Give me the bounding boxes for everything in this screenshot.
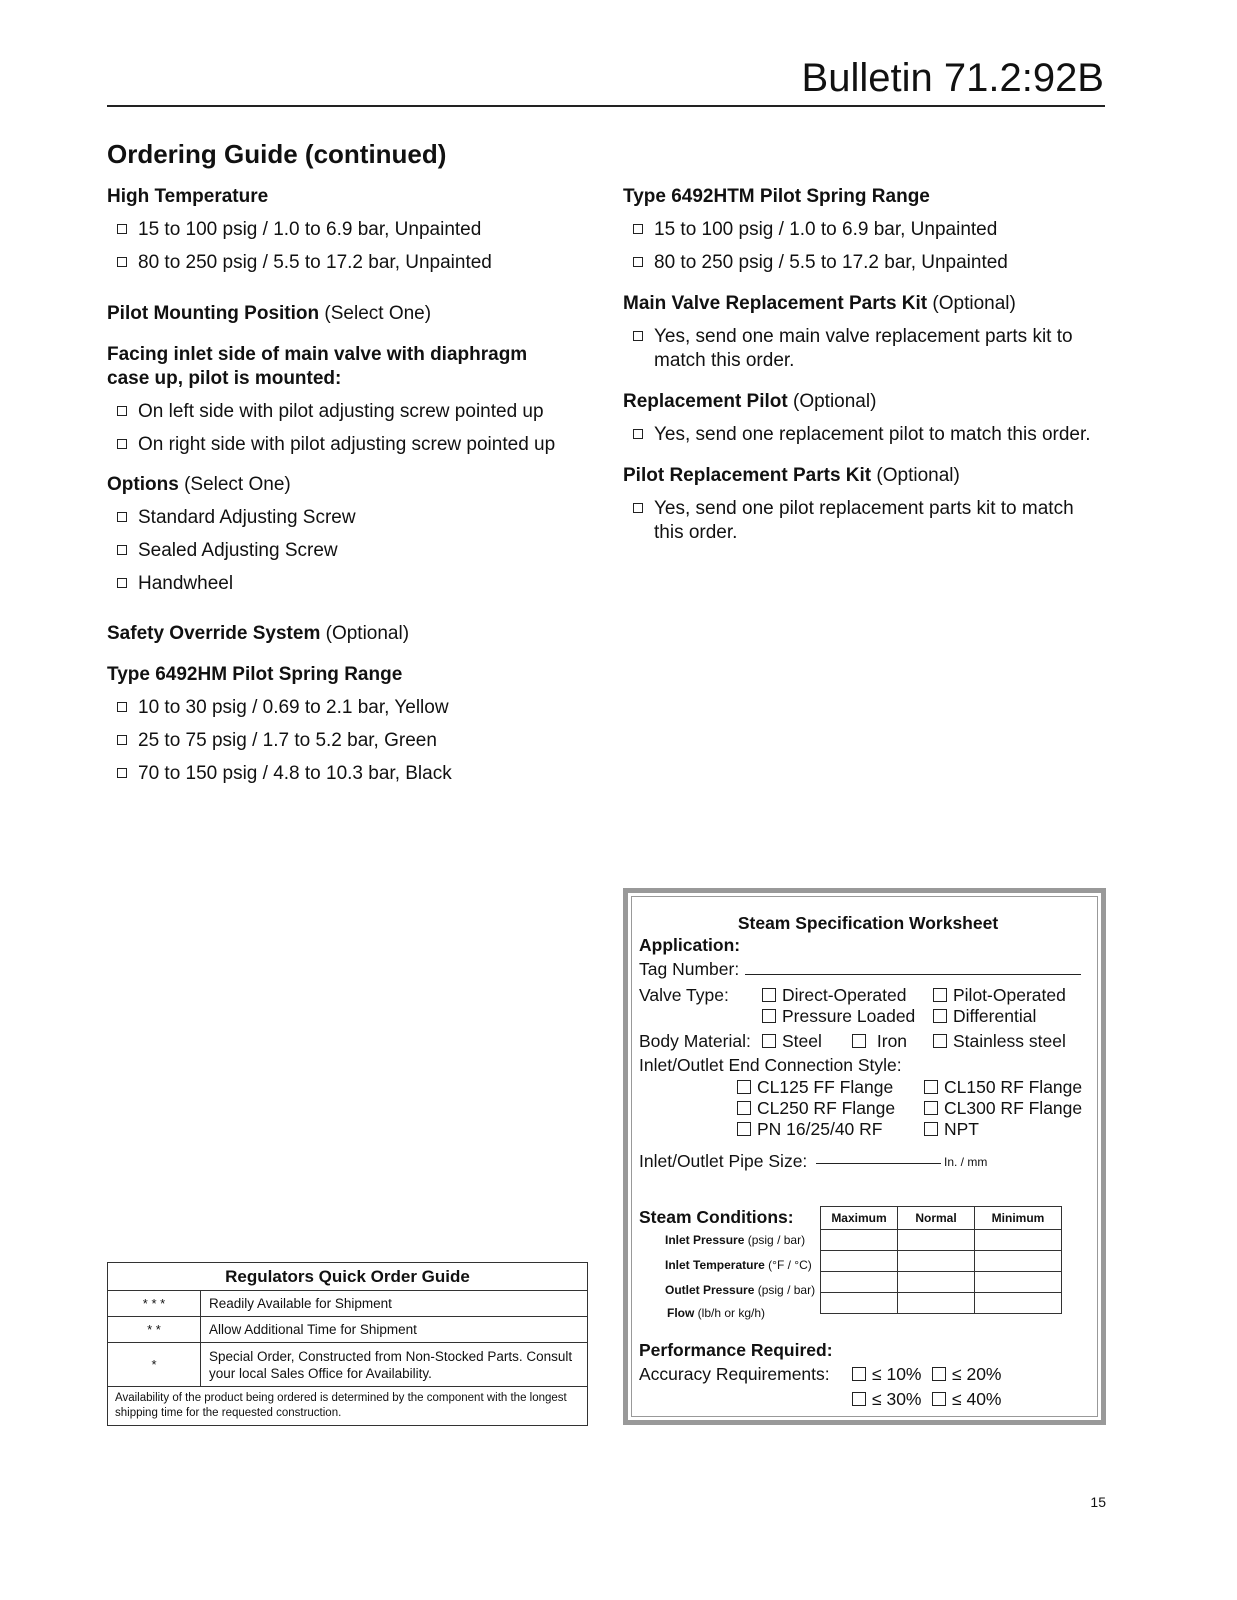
checkbox-option[interactable]: Sealed Adjusting Screw [107, 539, 597, 563]
table-cell[interactable] [975, 1272, 1062, 1293]
table-row [821, 1230, 1062, 1251]
page-number: 15 [1090, 1494, 1106, 1510]
accuracy-option[interactable]: ≤ 10% [852, 1363, 922, 1385]
row-label-inlet-temperature: Inlet Temperature (°F / °C) [665, 1258, 812, 1272]
checkbox-icon[interactable] [933, 988, 947, 1002]
row-label-flow: Flow (lb/h or kg/h) [667, 1306, 766, 1320]
table-cell[interactable] [898, 1251, 975, 1272]
table-row [821, 1293, 1062, 1314]
valve-type-option[interactable]: Direct-Operated [762, 984, 907, 1006]
checkbox-option[interactable]: 15 to 100 psig / 1.0 to 6.9 bar, Unpainted [623, 218, 1113, 242]
replacement-pilot-section [623, 390, 1113, 447]
steam-conditions-table [820, 1206, 1062, 1314]
checkbox-option[interactable]: 15 to 100 psig / 1.0 to 6.9 bar, Unpainted [107, 218, 597, 242]
header-rule [107, 105, 1105, 107]
table-cell[interactable] [821, 1293, 898, 1314]
main-valve-kit-section [623, 292, 1098, 373]
pilot-mounting-section [107, 302, 597, 326]
valve-type-label: Valve Type: [639, 985, 729, 1005]
checkbox-icon[interactable] [932, 1392, 946, 1406]
pipe-size-unit: In. / mm [944, 1155, 988, 1169]
replacement-pilot-heading: Replacement Pilot (Optional) [623, 391, 877, 412]
body-material-option[interactable]: Iron [852, 1030, 907, 1052]
checkbox-icon[interactable] [633, 331, 643, 341]
checkbox-icon[interactable] [924, 1122, 938, 1136]
column-header-maximum: Maximum [821, 1207, 898, 1230]
checkbox-icon[interactable] [924, 1080, 938, 1094]
checkbox-icon[interactable] [933, 1009, 947, 1023]
checkbox-icon[interactable] [762, 1009, 776, 1023]
bulletin-title: Bulletin 71.2:92B [801, 56, 1104, 100]
checkbox-icon[interactable] [762, 988, 776, 1002]
end-connection-option[interactable]: CL125 FF Flange [737, 1076, 893, 1098]
steam-conditions-label: Steam Conditions: [639, 1207, 794, 1227]
safety-override-section [107, 622, 597, 646]
checkbox-icon[interactable] [117, 406, 127, 416]
checkbox-icon[interactable] [852, 1367, 866, 1381]
page-title: Ordering Guide (continued) [107, 139, 447, 169]
checkbox-icon[interactable] [737, 1101, 751, 1115]
checkbox-icon[interactable] [117, 735, 127, 745]
options-section [107, 473, 597, 596]
availability-mark: * [108, 1343, 201, 1386]
accuracy-option[interactable]: ≤ 30% [852, 1388, 922, 1410]
checkbox-option[interactable]: On right side with pilot adjusting screw pointed up [107, 433, 597, 457]
checkbox-icon[interactable] [633, 257, 643, 267]
table-row [821, 1251, 1062, 1272]
valve-type-option[interactable]: Pilot-Operated [933, 984, 1066, 1006]
safety-override-heading: Safety Override System (Optional) [107, 623, 410, 644]
table-cell[interactable] [975, 1293, 1062, 1314]
body-material-option[interactable]: Steel [762, 1030, 822, 1052]
table-cell[interactable] [898, 1272, 975, 1293]
checkbox-icon[interactable] [924, 1101, 938, 1115]
availability-mark: * * [108, 1317, 201, 1342]
checkbox-option[interactable]: 70 to 150 psig / 4.8 to 10.3 bar, Black [107, 762, 597, 786]
type-6492hm-section [107, 663, 597, 786]
checkbox-icon[interactable] [633, 429, 643, 439]
facing-inlet-section [107, 343, 567, 391]
type-6492hm-heading: Type 6492HM Pilot Spring Range [107, 664, 403, 685]
column-header-normal: Normal [898, 1207, 975, 1230]
checkbox-icon[interactable] [762, 1034, 776, 1048]
main-valve-kit-heading: Main Valve Replacement Parts Kit (Optional) [623, 293, 1016, 314]
checkbox-icon[interactable] [117, 224, 127, 234]
quick-order-guide-title: Regulators Quick Order Guide [225, 1267, 470, 1286]
pilot-kit-section [623, 464, 1098, 545]
table-row [821, 1272, 1062, 1293]
checkbox-icon[interactable] [852, 1034, 866, 1048]
checkbox-icon[interactable] [737, 1080, 751, 1094]
checkbox-icon[interactable] [117, 702, 127, 712]
row-label-inlet-pressure: Inlet Pressure (psig / bar) [665, 1233, 806, 1247]
performance-label: Performance Required: [639, 1340, 833, 1360]
checkbox-option[interactable]: Yes, send one replacement pilot to match this order. [623, 423, 1113, 447]
table-cell[interactable] [898, 1293, 975, 1314]
checkbox-icon[interactable] [117, 578, 127, 588]
checkbox-option[interactable]: 80 to 250 psig / 5.5 to 17.2 bar, Unpainted [107, 251, 597, 275]
worksheet-title: Steam Specification Worksheet [737, 913, 999, 933]
table-cell[interactable] [821, 1272, 898, 1293]
table-cell[interactable] [821, 1251, 898, 1272]
checkbox-icon[interactable] [633, 503, 643, 513]
tag-number-field[interactable] [745, 974, 1081, 975]
application-label: Application: [639, 935, 741, 955]
availability-text: Special Order, Constructed from Non-Stocked Parts. Consult your local Sales Office for Availability. [209, 1349, 573, 1381]
accuracy-label: Accuracy Requirements: [639, 1364, 830, 1384]
column-header-minimum: Minimum [975, 1207, 1062, 1230]
end-connection-option[interactable]: CL250 RF Flange [737, 1097, 895, 1119]
type-6492htm-section [623, 185, 1113, 275]
table-cell[interactable] [898, 1230, 975, 1251]
body-material-label: Body Material: [639, 1031, 751, 1051]
table-row [108, 1290, 587, 1316]
end-connection-option[interactable]: CL300 RF Flange [924, 1097, 1082, 1119]
pipe-size-field[interactable] [816, 1163, 941, 1164]
checkbox-icon[interactable] [117, 768, 127, 778]
checkbox-option[interactable]: Yes, send one pilot replacement parts kit to match this order. [623, 497, 1098, 545]
table-row [108, 1316, 587, 1342]
table-cell[interactable] [975, 1230, 1062, 1251]
checkbox-icon[interactable] [933, 1034, 947, 1048]
table-cell[interactable] [975, 1251, 1062, 1272]
body-material-option[interactable]: Stainless steel [933, 1030, 1066, 1052]
type-6492htm-heading: Type 6492HTM Pilot Spring Range [623, 186, 930, 207]
accuracy-option[interactable]: ≤ 40% [932, 1388, 1002, 1410]
facing-inlet-heading: Facing inlet side of main valve with diaphragm case up, pilot is mounted: [107, 344, 528, 389]
table-row [108, 1342, 587, 1386]
row-label-outlet-pressure: Outlet Pressure (psig / bar) [665, 1283, 816, 1297]
availability-footnote: Availability of the product being ordered is determined by the component with the longest shipping time for the requested construction. [115, 1392, 567, 1419]
end-connection-option[interactable]: NPT [924, 1118, 979, 1140]
accuracy-option[interactable]: ≤ 20% [932, 1363, 1002, 1385]
availability-text: Readily Available for Shipment [209, 1296, 392, 1311]
end-connection-option[interactable]: PN 16/25/40 RF [737, 1118, 882, 1140]
facing-inlet-options [107, 400, 597, 457]
pipe-size-label: Inlet/Outlet Pipe Size: [639, 1151, 808, 1171]
checkbox-icon[interactable] [932, 1367, 946, 1381]
valve-type-option[interactable]: Pressure Loaded [762, 1005, 915, 1027]
left-column [107, 185, 597, 275]
high-temperature-heading: High Temperature [107, 186, 269, 207]
checkbox-icon[interactable] [117, 512, 127, 522]
checkbox-option[interactable]: Yes, send one main valve replacement parts kit to match this order. [623, 325, 1098, 373]
availability-mark: * * * [108, 1291, 201, 1316]
checkbox-icon[interactable] [117, 545, 127, 555]
checkbox-icon[interactable] [117, 439, 127, 449]
table-row [108, 1386, 587, 1425]
checkbox-icon[interactable] [117, 257, 127, 267]
checkbox-option[interactable]: Handwheel [107, 572, 597, 596]
table-header-row [821, 1207, 1062, 1230]
checkbox-option[interactable]: 80 to 250 psig / 5.5 to 17.2 bar, Unpainted [623, 251, 1113, 275]
checkbox-option[interactable]: Standard Adjusting Screw [107, 506, 597, 530]
checkbox-icon[interactable] [633, 224, 643, 234]
checkbox-icon[interactable] [852, 1392, 866, 1406]
quick-order-guide [107, 1262, 588, 1426]
valve-type-option[interactable]: Differential [933, 1005, 1036, 1027]
end-connection-label: Inlet/Outlet End Connection Style: [639, 1055, 902, 1075]
tag-number-label: Tag Number: [639, 959, 740, 979]
pilot-kit-heading: Pilot Replacement Parts Kit (Optional) [623, 465, 960, 486]
availability-text: Allow Additional Time for Shipment [209, 1322, 417, 1337]
checkbox-icon[interactable] [737, 1122, 751, 1136]
table-cell[interactable] [821, 1230, 898, 1251]
checkbox-option[interactable]: 25 to 75 psig / 1.7 to 5.2 bar, Green [107, 729, 597, 753]
end-connection-option[interactable]: CL150 RF Flange [924, 1076, 1082, 1098]
checkbox-option[interactable]: On left side with pilot adjusting screw pointed up [107, 400, 597, 424]
options-heading: Options (Select One) [107, 474, 291, 495]
checkbox-option[interactable]: 10 to 30 psig / 0.69 to 2.1 bar, Yellow [107, 696, 597, 720]
pilot-mounting-heading: Pilot Mounting Position (Select One) [107, 303, 432, 324]
